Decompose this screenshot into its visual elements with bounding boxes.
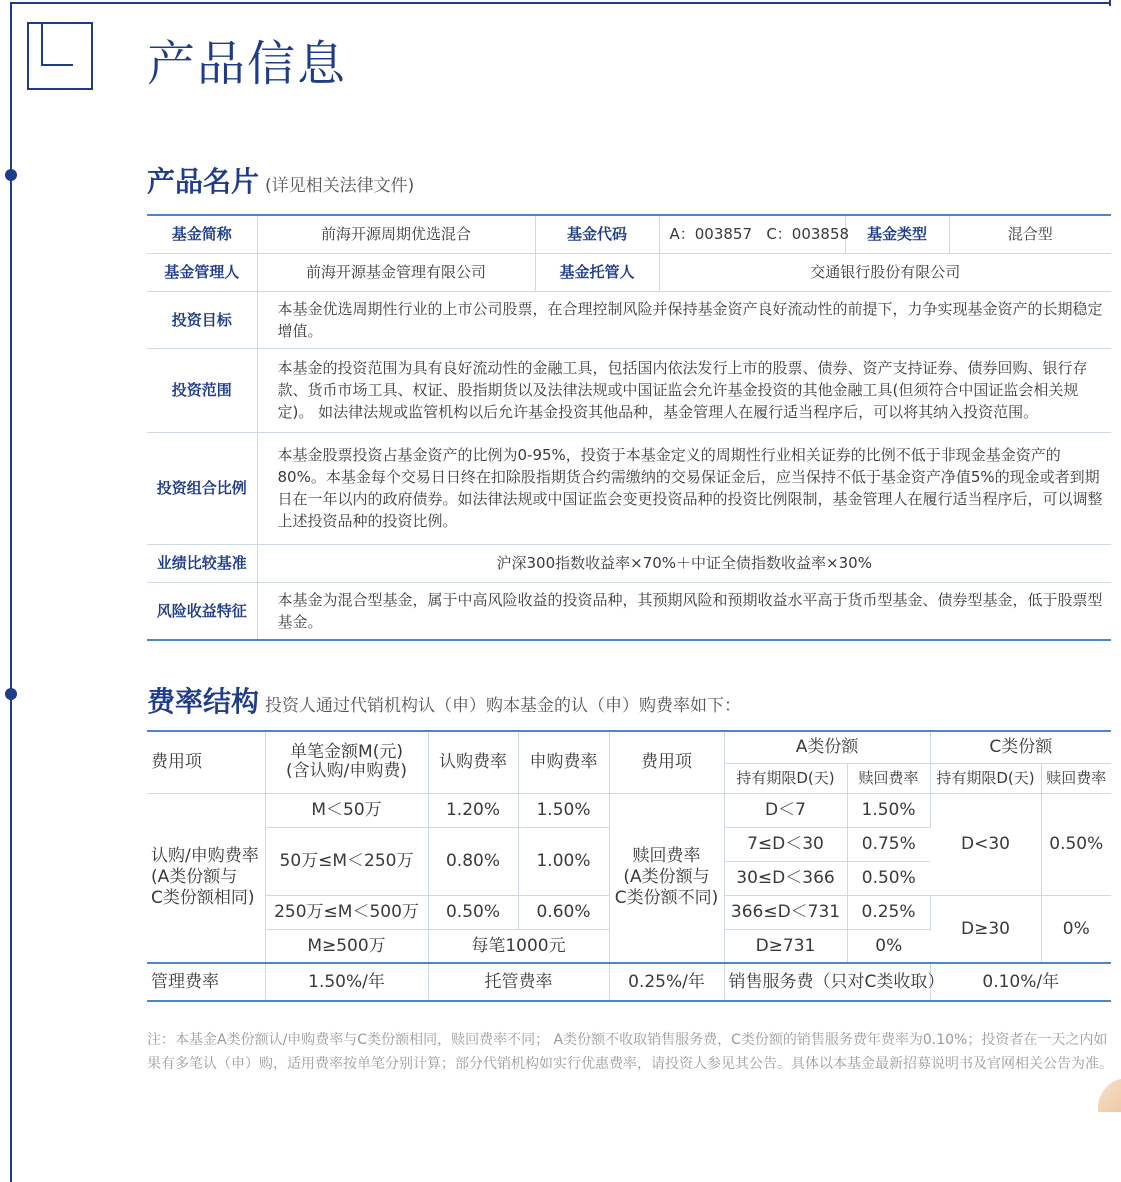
tier-purchase-rate: 1.00% bbox=[518, 827, 609, 895]
redeem-a-rate: 1.50% bbox=[847, 793, 930, 827]
header-hold-c: 持有期限D(天) bbox=[930, 763, 1041, 793]
tier-amount: 50万≤M＜250万 bbox=[265, 827, 428, 895]
header-amount: 单笔金额M(元) (含认购/申购费) bbox=[265, 731, 428, 793]
allocation: 本基金股票投资占基金资产的比例为0-95%，投资于本基金定义的周期性行业相关证券的比例不低于非现金基金资产的80%。本基金每个交易日日终在扣除股指期货合约需缴纳的交易保证金后，应当保持不低于基金资产净值5%的现金或者到期日在一年以内的政府债券。如法律法规或中国证监会变更投资品种的投资比例限制，基金管理人在履行适当程序后，可以调整上述投资品种的投资比例。 bbox=[257, 432, 1111, 544]
fee-section-heading: 费率结构 bbox=[147, 685, 260, 718]
table-row bbox=[147, 291, 1111, 348]
fund-code-label: 基金代码 bbox=[535, 215, 659, 253]
mgmt-fee-label: 管理费率 bbox=[147, 963, 265, 1001]
header-class-c: C类份额 bbox=[930, 731, 1111, 763]
frame-right-tick bbox=[1109, 0, 1111, 6]
scope: 本基金的投资范围为具有良好流动性的金融工具，包括国内依法发行上市的股票、债券、资产支持证券、债券回购、银行存款、货币市场工具、权证、股指期货以及法律法规或中国证监会允许基金投资的其他金融工具(但须符合中国证监会相关规定)。 如法律法规或监管机构以后允许基金投资其他品种，基金管理人在履行适当程序后，可以将其纳入投资范围。 bbox=[257, 348, 1111, 432]
header-redeem-c: 赎回费率 bbox=[1041, 763, 1111, 793]
objective-label: 投资目标 bbox=[147, 291, 257, 348]
custody-fee-label: 托管费率 bbox=[428, 963, 609, 1001]
header-fee-item-2: 费用项 bbox=[609, 731, 724, 793]
scope-label: 投资范围 bbox=[147, 348, 257, 432]
table-row bbox=[147, 963, 1111, 1001]
product-card-table bbox=[147, 214, 1111, 641]
mgmt-fee-value: 1.50%/年 bbox=[265, 963, 428, 1001]
fee-section-subtitle: 投资人通过代销机构认（申）购本基金的认（申）购费率如下： bbox=[265, 696, 742, 716]
redeem-c-hold: D<30 bbox=[930, 793, 1041, 895]
redeem-a-hold: 366≤D＜731 bbox=[724, 895, 847, 929]
header-purchase-rate: 申购费率 bbox=[518, 731, 609, 793]
tier-amount: 250万≤M＜500万 bbox=[265, 895, 428, 929]
subscribe-row-label: 认购/申购费率 (A类份额与 C类份额相同) bbox=[147, 793, 265, 963]
table-row bbox=[147, 793, 1111, 827]
redeem-a-rate: 0.50% bbox=[847, 861, 930, 895]
decorative-corner-swoosh bbox=[1098, 1078, 1121, 1112]
custodian-label: 基金托管人 bbox=[535, 253, 659, 291]
service-fee-value: 0.10%/年 bbox=[930, 963, 1111, 1001]
corner-bracket bbox=[41, 24, 73, 66]
card-section-heading: 产品名片 bbox=[147, 165, 260, 198]
tier-subscribe-rate: 0.50% bbox=[428, 895, 518, 929]
redeem-a-rate: 0% bbox=[847, 929, 930, 963]
fund-short-name: 前海开源周期优选混合 bbox=[257, 215, 535, 253]
fee-section-title bbox=[147, 680, 741, 720]
redeem-c-hold: D≥30 bbox=[930, 895, 1041, 963]
table-row bbox=[147, 432, 1111, 544]
table-row bbox=[147, 348, 1111, 432]
tier-purchase-rate: 1.50% bbox=[518, 793, 609, 827]
footnote: 注：本基金A类份额认/申购费率与C类份额相同，赎回费率不同； A类份额不收取销售服务费，C类份额的销售服务费年费率为0.10%；投资者在一天之内如果有多笔认（申）购，适用费率按单笔分别计算；部分代销机构如实行优惠费率，请投资人参见其公告。具体以本基金最新招募说明书及官网相关公告为准。 bbox=[147, 1032, 1113, 1072]
custodian: 交通银行股份有限公司 bbox=[659, 253, 1111, 291]
tier-purchase-rate: 0.60% bbox=[518, 895, 609, 929]
risk-label: 风险收益特征 bbox=[147, 582, 257, 640]
header-subscribe-rate: 认购费率 bbox=[428, 731, 518, 793]
tier-subscribe-rate: 1.20% bbox=[428, 793, 518, 827]
card-section-subtitle: (详见相关法律文件) bbox=[265, 176, 415, 196]
redeem-row-label: 赎回费率 (A类份额与 C类份额不同) bbox=[609, 793, 724, 963]
header-redeem-a: 赎回费率 bbox=[847, 763, 930, 793]
redeem-a-hold: 30≤D＜366 bbox=[724, 861, 847, 895]
redeem-a-rate: 0.25% bbox=[847, 895, 930, 929]
table-row bbox=[147, 544, 1111, 582]
benchmark-label: 业绩比较基准 bbox=[147, 544, 257, 582]
corner-square-icon bbox=[27, 22, 93, 90]
table-row bbox=[147, 731, 1111, 763]
redeem-a-hold: D＜7 bbox=[724, 793, 847, 827]
redeem-a-hold: D≥731 bbox=[724, 929, 847, 963]
benchmark: 沪深300指数收益率×70%＋中证全债指数收益率×30% bbox=[257, 544, 1111, 582]
allocation-label: 投资组合比例 bbox=[147, 432, 257, 544]
custody-fee-value: 0.25%/年 bbox=[609, 963, 724, 1001]
service-fee-label: 销售服务费（只对C类收取） bbox=[724, 963, 930, 1001]
manager: 前海开源基金管理有限公司 bbox=[257, 253, 535, 291]
tier-amount: M＜50万 bbox=[265, 793, 428, 827]
card-section-title bbox=[147, 160, 414, 200]
header-class-a: A类份额 bbox=[724, 731, 930, 763]
header-hold-a: 持有期限D(天) bbox=[724, 763, 847, 793]
redeem-a-hold: 7≤D＜30 bbox=[724, 827, 847, 861]
objective: 本基金优选周期性行业的上市公司股票，在合理控制风险并保持基金资产良好流动性的前提下，力争实现基金资产的长期稳定增值。 bbox=[257, 291, 1111, 348]
fund-short-name-label: 基金简称 bbox=[147, 215, 257, 253]
table-row bbox=[147, 215, 1111, 253]
tier-subscribe-rate: 0.80% bbox=[428, 827, 518, 895]
tier-flat-fee: 每笔1000元 bbox=[428, 929, 609, 963]
frame-dot-upper bbox=[5, 169, 17, 181]
redeem-c-rate: 0% bbox=[1041, 895, 1111, 963]
fund-code: A：003857 C：003858 bbox=[659, 215, 845, 253]
redeem-c-rate: 0.50% bbox=[1041, 793, 1111, 895]
frame-dot-lower bbox=[5, 688, 17, 700]
table-row bbox=[147, 582, 1111, 640]
fund-type: 混合型 bbox=[949, 215, 1111, 253]
redeem-a-rate: 0.75% bbox=[847, 827, 930, 861]
fund-type-label: 基金类型 bbox=[845, 215, 949, 253]
manager-label: 基金管理人 bbox=[147, 253, 257, 291]
page-title: 产品信息 bbox=[147, 36, 348, 92]
tier-amount: M≥500万 bbox=[265, 929, 428, 963]
frame-top-border bbox=[10, 2, 1111, 4]
table-row bbox=[147, 253, 1111, 291]
header-fee-item: 费用项 bbox=[147, 731, 265, 793]
fee-structure-table bbox=[147, 730, 1111, 1002]
risk: 本基金为混合型基金，属于中高风险收益的投资品种，其预期风险和预期收益水平高于货币型基金、债券型基金，低于股票型基金。 bbox=[277, 590, 1103, 631]
